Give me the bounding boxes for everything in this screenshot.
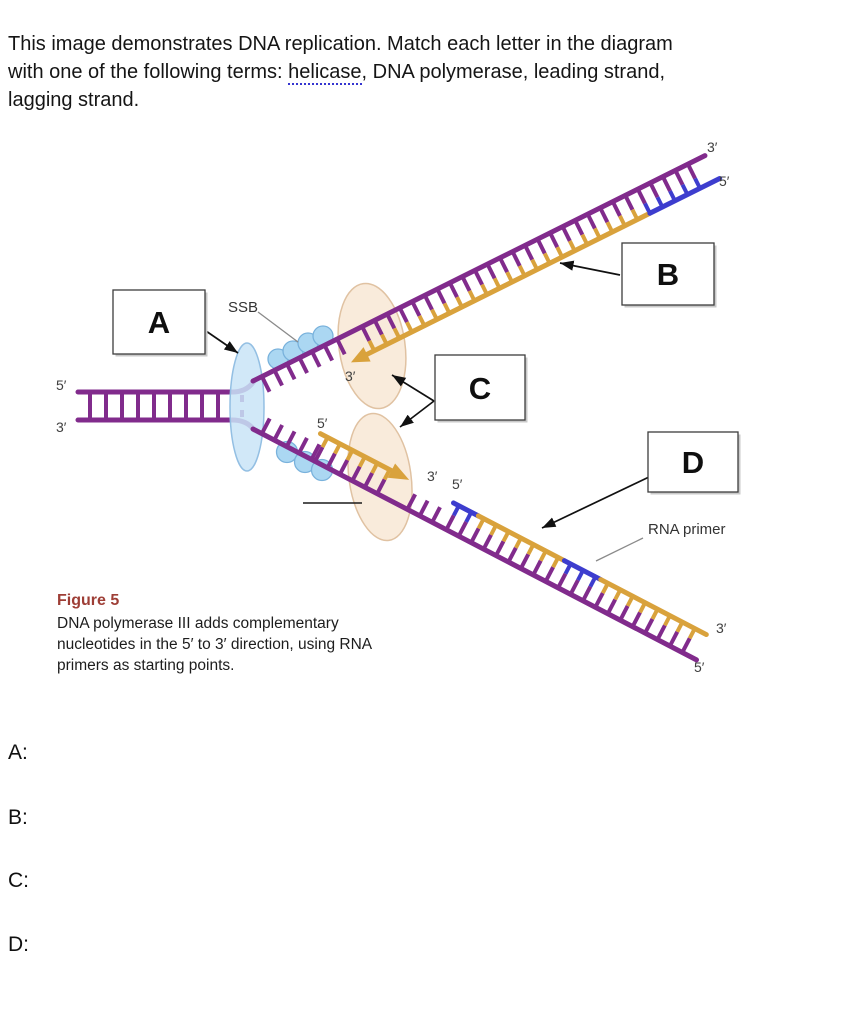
dna-strand-segment xyxy=(325,347,332,360)
dna-strand-segment xyxy=(665,617,669,625)
dna-strand-segment xyxy=(460,522,466,534)
dna-strand-segment xyxy=(470,291,474,299)
dna-strand-segment xyxy=(601,580,707,635)
dna-strand-segment xyxy=(615,592,619,600)
dna-strand-segment xyxy=(426,297,432,310)
rna-primer-label: RNA primer xyxy=(648,521,726,538)
dna-strand-segment xyxy=(676,172,682,185)
dna-strand-segment xyxy=(639,191,645,204)
dna-strand-segment xyxy=(513,253,519,266)
prime-label-lagging-new-3: 3′ xyxy=(716,620,727,636)
dna-strand-segment xyxy=(482,285,486,293)
dna-strand-segment xyxy=(650,178,720,213)
figure-title: Figure 5 xyxy=(57,592,120,609)
question-line-1 xyxy=(8,30,848,58)
answer-line-a: A: xyxy=(8,741,28,764)
box-d-letter: D xyxy=(681,445,705,480)
box-c-letter: C xyxy=(468,371,492,406)
dna-strand-segment xyxy=(322,439,326,447)
dna-strand-segment xyxy=(520,266,524,274)
dna-strand-segment xyxy=(466,514,470,522)
dna-strand-segment xyxy=(626,197,632,210)
dna-strand-segment xyxy=(570,241,574,249)
dna-strand-segment xyxy=(497,541,503,553)
dna-strand-segment xyxy=(632,210,636,218)
parent-dna-ladder xyxy=(78,381,254,430)
prime-label-frag2-5: 5′ xyxy=(452,476,463,492)
arrow-b-to-leading-strand xyxy=(560,263,620,275)
dna-strand-segment xyxy=(571,580,577,592)
dna-strand-segment xyxy=(365,213,650,355)
box-b-letter: B xyxy=(656,257,680,292)
dna-strand-segment xyxy=(671,632,677,644)
prime-label-frag1-5: 5′ xyxy=(317,415,328,431)
dna-strand-segment xyxy=(634,612,640,624)
answer-line-d: D: xyxy=(8,933,29,956)
dna-strand-segment xyxy=(275,372,282,385)
label-box-d xyxy=(648,432,741,495)
dna-strand-segment xyxy=(526,247,532,260)
dna-strand-segment xyxy=(658,625,664,637)
dna-strand-segment xyxy=(444,303,448,311)
dna-strand-segment xyxy=(683,638,689,650)
arrow-a-to-helicase xyxy=(206,331,238,353)
figure-caption-line: primers as starting points. xyxy=(57,657,235,674)
dna-strand-segment xyxy=(507,272,511,280)
dna-strand-segment xyxy=(664,178,670,191)
dna-strand-segment xyxy=(609,600,615,612)
dna-strand-rail xyxy=(78,381,254,392)
dna-strand-segment xyxy=(576,222,582,235)
dna-strand-segment xyxy=(578,572,582,580)
prime-label-lagging-template-5: 5′ xyxy=(694,659,705,675)
dna-strand-segment xyxy=(522,554,528,566)
dna-strand-segment xyxy=(652,611,656,619)
dna-strand-segment xyxy=(457,297,461,305)
question-line-3-text: lagging strand. xyxy=(8,89,140,111)
dna-strand-segment xyxy=(421,501,428,514)
dna-strand-segment xyxy=(590,579,594,587)
question-line-2-pre: with one of the following terms: xyxy=(8,61,289,83)
dna-strand-segment xyxy=(689,166,695,179)
answer-line-b: B: xyxy=(8,806,28,829)
dna-strand-rail xyxy=(78,420,254,430)
dna-strand-segment xyxy=(438,291,444,304)
figure-caption-line: DNA polymerase III adds complementary xyxy=(57,615,339,632)
dna-strand-segment xyxy=(472,528,478,540)
dna-strand-segment xyxy=(553,559,557,567)
dna-strand-segment xyxy=(628,598,632,606)
dna-strand-segment xyxy=(509,548,515,560)
dna-strand-segment xyxy=(288,366,295,379)
dna-strand-segment xyxy=(589,216,595,229)
dna-strand-segment xyxy=(564,561,600,580)
question-line-2 xyxy=(8,58,848,86)
dna-strand-segment xyxy=(651,185,657,198)
dna-strand-segment xyxy=(584,587,590,599)
dna-strand-segment xyxy=(413,303,419,316)
dna-strand-segment xyxy=(407,322,411,330)
dna-strand-segment xyxy=(603,585,607,593)
dna-strand-segment xyxy=(491,527,495,535)
dna-strand-segment xyxy=(335,446,339,454)
rna-primer-leader-line xyxy=(596,538,643,561)
question-text xyxy=(8,30,848,114)
dna-strand-segment xyxy=(300,438,307,451)
dna-strand-segment xyxy=(275,425,282,438)
dna-strand-segment xyxy=(621,606,627,618)
label-box-c xyxy=(435,355,528,423)
dna-strand-segment xyxy=(419,316,423,324)
dna-strand-segment xyxy=(566,566,570,574)
dna-strand-segment xyxy=(463,278,469,291)
prime-label-leading-new-3: 3′ xyxy=(345,368,356,384)
dna-strand-segment xyxy=(534,561,540,573)
dna-strand-segment xyxy=(547,567,553,579)
figure-caption xyxy=(57,592,402,676)
prime-label-parent-5: 5′ xyxy=(56,377,67,393)
dna-strand-segment xyxy=(313,353,320,366)
dna-strand-segment xyxy=(620,216,624,224)
question-line-1-text: This image demonstrates DNA replication. Match each letter in the diagram xyxy=(8,33,673,55)
dna-strand-segment xyxy=(528,546,532,554)
dna-strand-segment xyxy=(695,178,699,186)
dna-strand-segment xyxy=(495,278,499,286)
dna-strand-segment xyxy=(300,360,307,373)
label-box-a xyxy=(113,290,208,357)
dna-strand-segment xyxy=(670,191,674,199)
dna-strand-segment xyxy=(601,210,607,223)
dna-strand-segment xyxy=(677,624,681,632)
arrow-d-to-lagging-strand xyxy=(542,477,649,528)
dna-strand-segment xyxy=(645,203,649,211)
dna-strand-segment xyxy=(433,507,440,520)
dna-strand-segment xyxy=(640,604,644,612)
helicase-ellipse xyxy=(230,343,264,471)
dna-strand-segment xyxy=(614,203,620,216)
label-box-b xyxy=(622,243,717,308)
box-a-letter: A xyxy=(147,305,171,340)
dna-strand-segment xyxy=(488,266,494,279)
dna-strand-segment xyxy=(476,272,482,285)
question-line-3 xyxy=(8,86,848,114)
ssb-leader-line xyxy=(258,312,298,342)
dna-strand-segment xyxy=(516,540,520,548)
dna-strand-segment xyxy=(479,520,483,528)
arrow-c-to-lower-polymerase xyxy=(400,401,434,427)
dna-strand-segment xyxy=(545,253,549,261)
prime-label-parent-3: 3′ xyxy=(56,419,67,435)
dna-strand-segment xyxy=(657,197,661,205)
prime-label-leading-new-5: 5′ xyxy=(719,173,730,189)
dna-strand-segment xyxy=(401,310,407,323)
answer-line-c: C: xyxy=(8,869,29,892)
dna-strand-segment xyxy=(607,222,611,230)
dna-strand-segment xyxy=(451,285,457,298)
dna-strand-segment xyxy=(595,228,599,236)
dna-strand-segment xyxy=(646,619,652,631)
dna-strand-segment xyxy=(501,260,507,273)
dna-strand-segment xyxy=(557,247,561,255)
figure-caption-line: nucleotides in the 5′ to 3′ direction, using RNA xyxy=(57,636,373,653)
dna-strand-segment xyxy=(454,507,458,515)
dna-strand-segment xyxy=(690,630,694,638)
dna-strand-segment xyxy=(559,574,565,586)
dna-strand-segment xyxy=(485,535,491,547)
misspelled-term-helicase: helicase xyxy=(288,61,362,83)
dna-strand-segment xyxy=(541,553,545,561)
dna-strand-segment xyxy=(683,185,687,193)
dna-strand-segment xyxy=(582,235,586,243)
dna-strand-segment xyxy=(503,533,507,541)
prime-label-frag1-3: 3′ xyxy=(427,468,438,484)
dna-strand-segment xyxy=(341,460,347,472)
question-line-2-post: , DNA polymerase, leading strand, xyxy=(361,61,666,83)
dna-strand-segment xyxy=(328,454,334,466)
dna-strand-segment xyxy=(564,228,570,241)
dna-strand-segment xyxy=(538,241,544,254)
dna-strand-segment xyxy=(447,515,453,527)
dna-strand-segment xyxy=(551,235,557,248)
ssb-label: SSB xyxy=(228,299,259,316)
prime-label-leading-template-3: 3′ xyxy=(707,139,718,155)
dna-strand-segment xyxy=(432,310,436,318)
dna-strand-segment xyxy=(532,260,536,268)
dna-strand-segment xyxy=(596,593,602,605)
